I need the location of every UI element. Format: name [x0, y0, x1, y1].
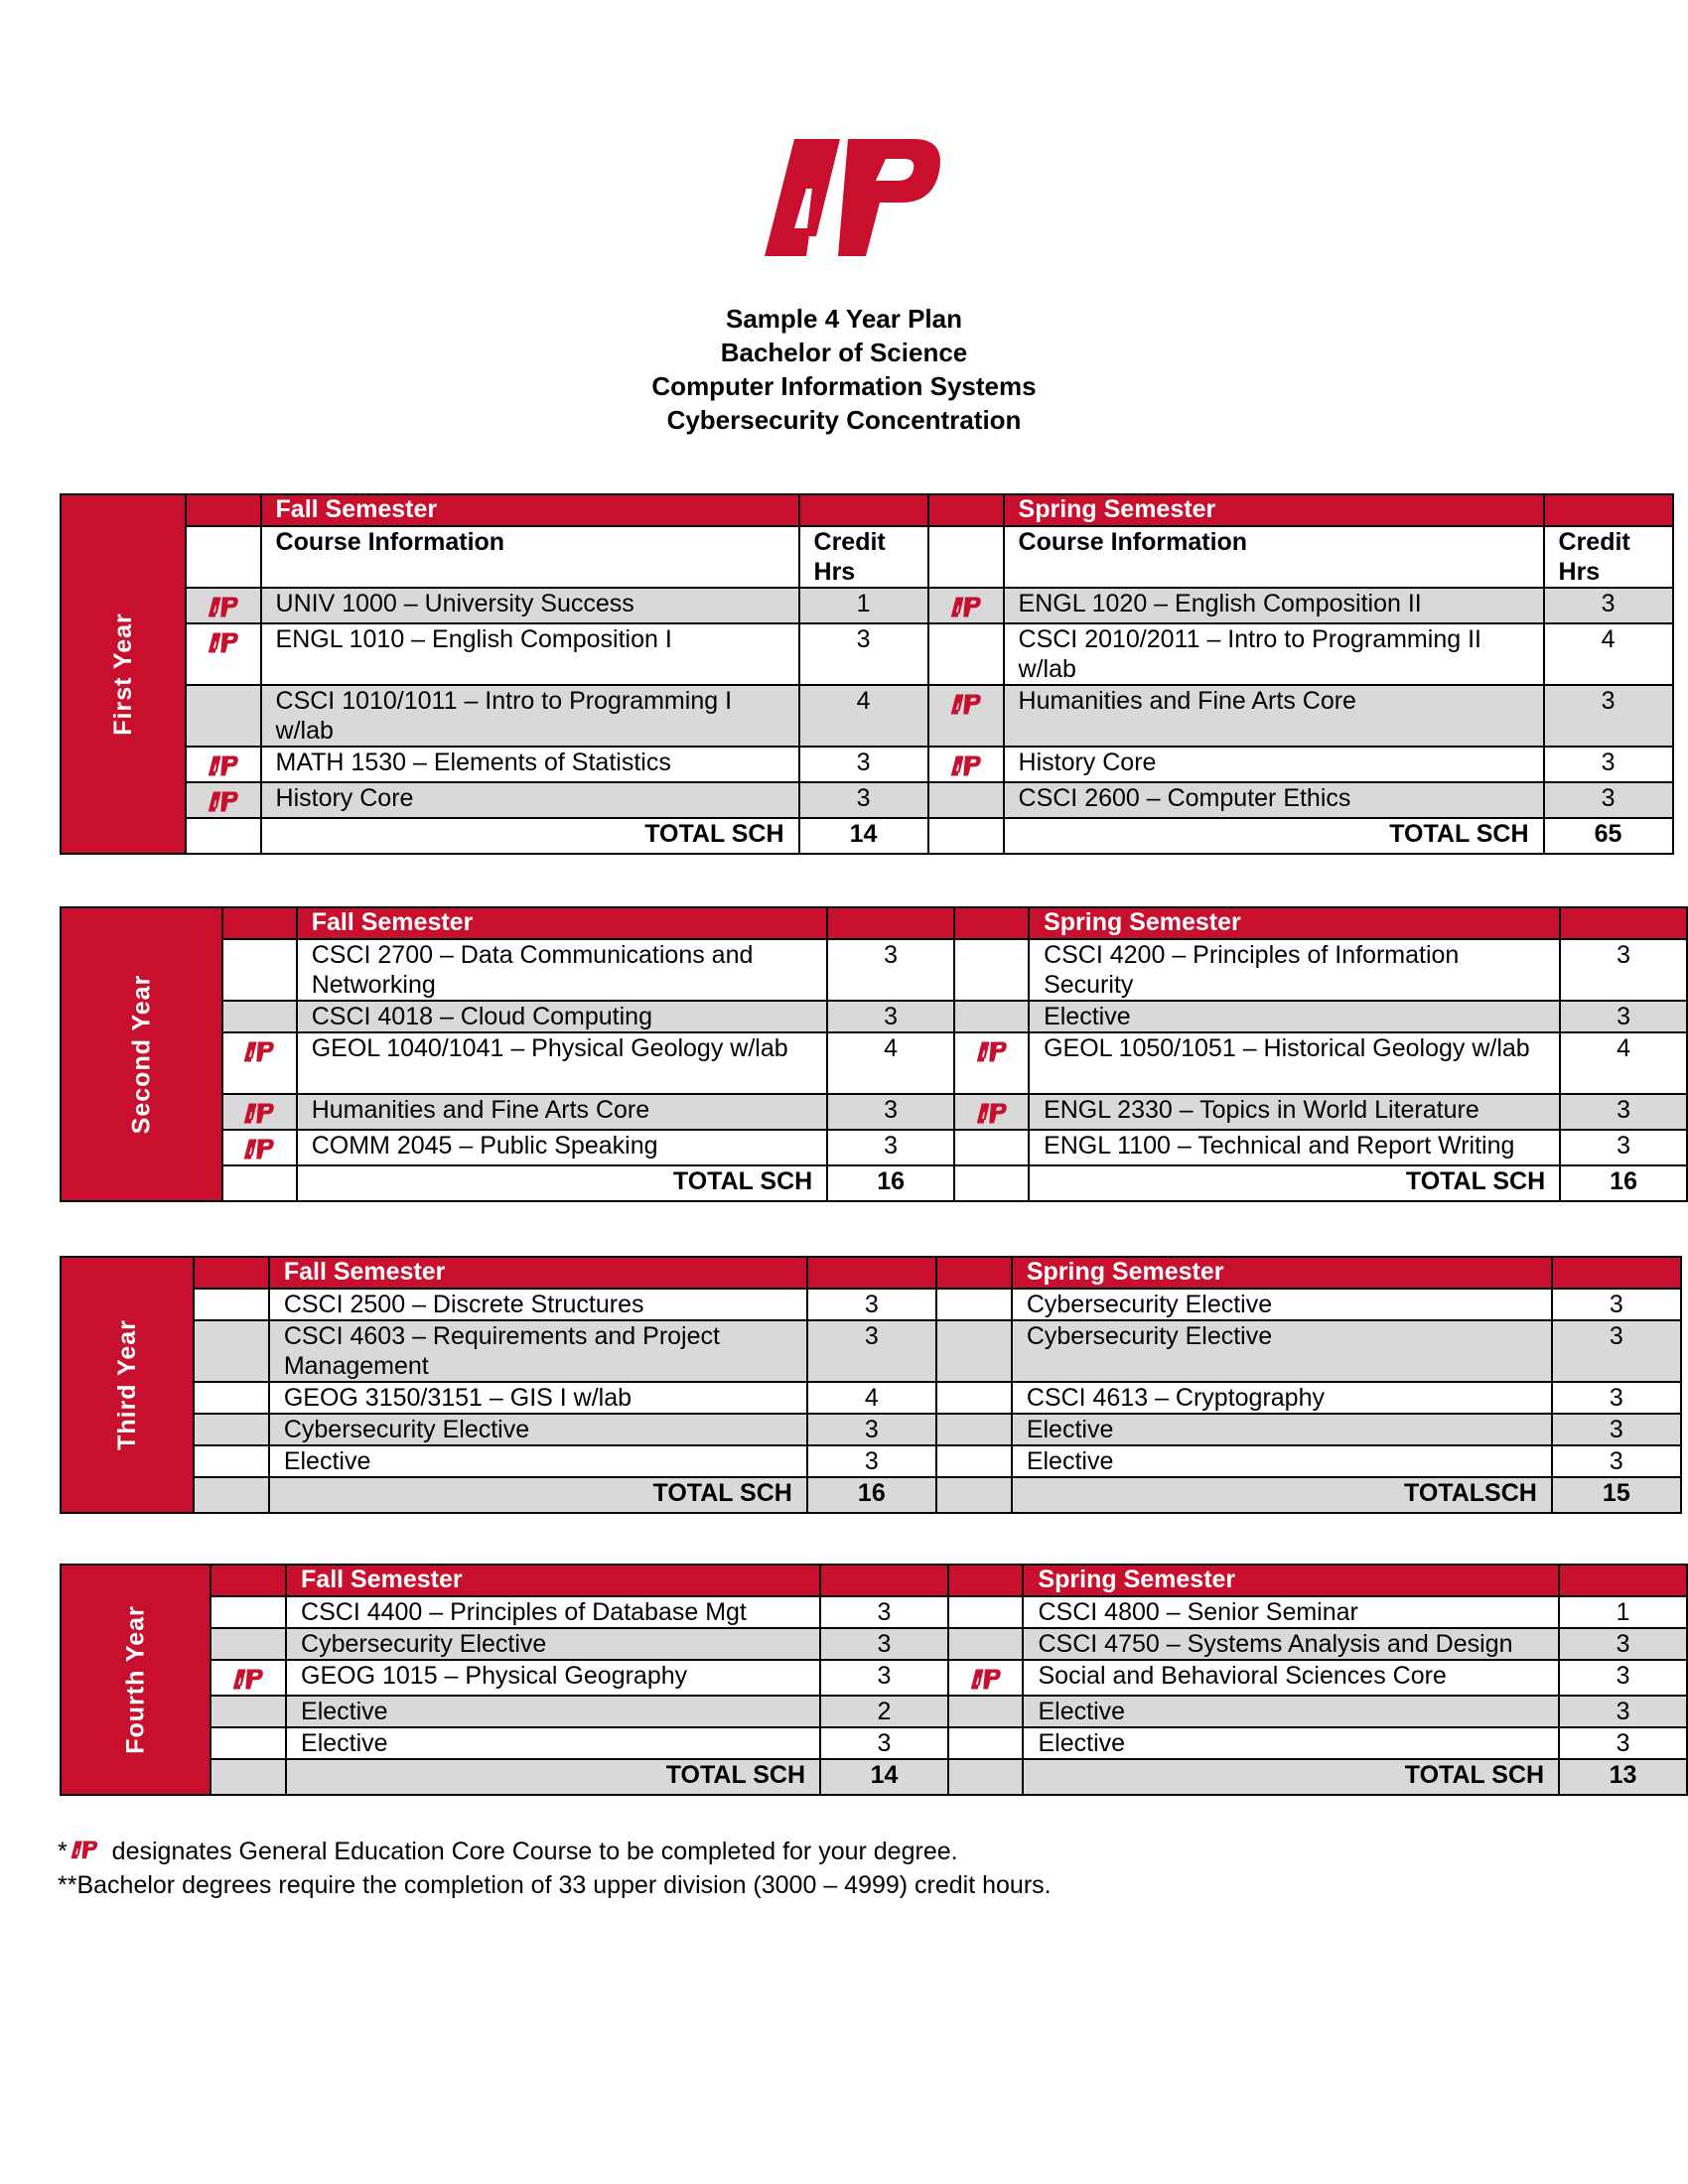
core-marker-cell: [954, 1001, 1029, 1032]
year-label-cell: [61, 1257, 194, 1513]
fall-semester-header: Fall Semester: [297, 907, 828, 939]
core-marker-cell: [186, 782, 261, 818]
fall-course: UNIV 1000 – University Success: [261, 588, 799, 623]
core-marker-cell: [186, 747, 261, 782]
course-row: [61, 782, 1673, 818]
ap-core-icon: [969, 1664, 1003, 1692]
spring-course: Elective: [1029, 1001, 1560, 1032]
fall-total-label: TOTAL SCH: [269, 1477, 807, 1513]
ap-core-icon: [949, 689, 983, 717]
footnotes: [58, 1835, 1052, 1902]
fall-course: ENGL 1010 – English Composition I: [261, 623, 799, 685]
fall-credits: 3: [827, 1130, 954, 1165]
year-label: Third Year: [112, 1319, 141, 1450]
spring-credits: 1: [1559, 1596, 1687, 1628]
core-marker-cell: [948, 1596, 1024, 1628]
core-marker-cell: [222, 1094, 297, 1130]
core-marker-cell: [954, 1130, 1029, 1165]
core-marker-cell: [936, 1414, 1012, 1445]
spring-credits: 3: [1552, 1320, 1681, 1382]
course-row: [61, 1596, 1687, 1628]
core-marker-cell: [954, 939, 1029, 1001]
fall-credits: 3: [827, 1094, 954, 1130]
core-marker-cell: [222, 1032, 297, 1094]
ap-core-icon: [242, 1098, 276, 1126]
spring-total-label: TOTALSCH: [1012, 1477, 1552, 1513]
fall-credits: 4: [827, 1032, 954, 1094]
core-marker-cell: [928, 747, 1004, 782]
core-marker-cell: [186, 623, 261, 685]
core-marker-cell: [211, 1628, 286, 1660]
year-label-cell: [61, 907, 222, 1201]
core-note-asterisk: *: [58, 1838, 68, 1865]
spring-course: CSCI 2600 – Computer Ethics: [1004, 782, 1544, 818]
fall-semester-header: Fall Semester: [286, 1565, 820, 1596]
spring-semester-header: Spring Semester: [1004, 494, 1544, 526]
core-marker-cell: [222, 939, 297, 1001]
fall-course: CSCI 2700 – Data Communications and Networking: [297, 939, 828, 1001]
credit-hrs-header: Credit Hrs: [799, 526, 928, 588]
core-marker-cell: [211, 1660, 286, 1696]
spring-course: Cybersecurity Elective: [1012, 1320, 1552, 1382]
core-marker-cell: [928, 588, 1004, 623]
course-row: [61, 1628, 1687, 1660]
spring-course: CSCI 2010/2011 – Intro to Programming II w/lab: [1004, 623, 1544, 685]
ap-core-icon: [207, 627, 240, 655]
spring-total: 65: [1544, 818, 1673, 854]
spring-course: CSCI 4800 – Senior Seminar: [1023, 1596, 1559, 1628]
year-table: [60, 493, 1674, 855]
fall-course: Cybersecurity Elective: [269, 1414, 807, 1445]
core-marker-cell: [928, 623, 1004, 685]
course-row: [61, 1289, 1681, 1320]
fall-course: GEOG 1015 – Physical Geography: [286, 1660, 820, 1696]
spring-course: Cybersecurity Elective: [1012, 1289, 1552, 1320]
spring-semester-header: Spring Semester: [1012, 1257, 1552, 1289]
course-row: [61, 1320, 1681, 1382]
spring-credits: 3: [1544, 588, 1673, 623]
spring-credits: 3: [1560, 1001, 1687, 1032]
total-row: [61, 818, 1673, 854]
spring-semester-header: Spring Semester: [1029, 907, 1560, 939]
fall-course: GEOL 1040/1041 – Physical Geology w/lab: [297, 1032, 828, 1094]
fall-course: CSCI 4018 – Cloud Computing: [297, 1001, 828, 1032]
spring-total: 16: [1560, 1165, 1687, 1201]
course-row: [61, 1660, 1687, 1696]
spring-course: GEOL 1050/1051 – Historical Geology w/lab: [1029, 1032, 1560, 1094]
course-row: [61, 623, 1673, 685]
course-row: [61, 1130, 1687, 1165]
fall-course: Elective: [286, 1696, 820, 1727]
spring-course: Elective: [1012, 1445, 1552, 1477]
fall-credits: 2: [820, 1696, 948, 1727]
title-line-2: Bachelor of Science: [720, 338, 968, 367]
fall-credits: 3: [799, 747, 928, 782]
year-label-cell: [61, 494, 186, 854]
fall-course: COMM 2045 – Public Speaking: [297, 1130, 828, 1165]
core-marker-cell: [194, 1320, 269, 1382]
fall-course: CSCI 2500 – Discrete Structures: [269, 1289, 807, 1320]
spring-course: Elective: [1023, 1696, 1559, 1727]
title-line-3: Computer Information Systems: [651, 371, 1037, 401]
year-label-cell: [61, 1565, 211, 1795]
fall-course: Cybersecurity Elective: [286, 1628, 820, 1660]
spring-course: Elective: [1012, 1414, 1552, 1445]
spring-credits: 3: [1544, 782, 1673, 818]
ap-core-icon: [207, 786, 240, 814]
title-line-1: Sample 4 Year Plan: [726, 304, 962, 334]
spring-credits: 3: [1559, 1660, 1687, 1696]
course-info-header: Course Information: [261, 526, 799, 588]
core-note: [58, 1835, 1052, 1868]
credit-hrs-header: Credit Hrs: [1544, 526, 1673, 588]
course-row: [61, 1727, 1687, 1759]
course-info-header: Course Information: [1004, 526, 1544, 588]
fall-total: 14: [820, 1759, 948, 1795]
ap-core-icon: [70, 1836, 99, 1861]
course-row: [61, 939, 1687, 1001]
spring-total: 15: [1552, 1477, 1681, 1513]
fall-credits: 3: [820, 1596, 948, 1628]
ap-logo: [755, 119, 953, 258]
ap-core-icon: [207, 592, 240, 619]
fall-total: 16: [807, 1477, 936, 1513]
core-marker-cell: [211, 1596, 286, 1628]
spring-semester-header: Spring Semester: [1023, 1565, 1559, 1596]
fall-course: MATH 1530 – Elements of Statistics: [261, 747, 799, 782]
fall-total-label: TOTAL SCH: [261, 818, 799, 854]
fall-course: CSCI 1010/1011 – Intro to Programming I w/lab: [261, 685, 799, 747]
course-row: [61, 588, 1673, 623]
year-table: [60, 906, 1688, 1202]
course-row: [61, 1001, 1687, 1032]
core-marker-cell: [936, 1382, 1012, 1414]
fall-course: Elective: [286, 1727, 820, 1759]
core-marker-cell: [222, 1001, 297, 1032]
spring-total: 13: [1559, 1759, 1687, 1795]
core-marker-cell: [186, 588, 261, 623]
spring-credits: 3: [1552, 1382, 1681, 1414]
core-marker-cell: [194, 1289, 269, 1320]
fall-semester-header: Fall Semester: [261, 494, 799, 526]
core-note-text: designates General Education Core Course to be completed for your degree.: [104, 1838, 958, 1865]
course-row: [61, 1032, 1687, 1094]
spring-course: Humanities and Fine Arts Core: [1004, 685, 1544, 747]
core-marker-cell: [194, 1445, 269, 1477]
fall-credits: 4: [799, 685, 928, 747]
year-label: Fourth Year: [121, 1605, 150, 1754]
spring-credits: 3: [1544, 747, 1673, 782]
fall-course: Elective: [269, 1445, 807, 1477]
core-marker-cell: [936, 1320, 1012, 1382]
fall-credits: 3: [807, 1320, 936, 1382]
fall-credits: 3: [820, 1660, 948, 1696]
core-marker-cell: [211, 1727, 286, 1759]
fall-course: Humanities and Fine Arts Core: [297, 1094, 828, 1130]
fall-total-label: TOTAL SCH: [297, 1165, 828, 1201]
spring-total-label: TOTAL SCH: [1023, 1759, 1559, 1795]
spring-course: CSCI 4200 – Principles of Information Security: [1029, 939, 1560, 1001]
fall-course: GEOG 3150/3151 – GIS I w/lab: [269, 1382, 807, 1414]
fall-total: 16: [827, 1165, 954, 1201]
core-marker-cell: [936, 1445, 1012, 1477]
year-table: [60, 1256, 1682, 1514]
year-table: [60, 1564, 1688, 1796]
spring-total-label: TOTAL SCH: [1029, 1165, 1560, 1201]
course-row: [61, 685, 1673, 747]
fall-credits: 3: [807, 1414, 936, 1445]
ap-core-icon: [242, 1036, 276, 1064]
year-label: Second Year: [127, 974, 156, 1135]
core-marker-cell: [948, 1727, 1024, 1759]
fall-credits: 3: [820, 1628, 948, 1660]
ap-core-icon: [242, 1134, 276, 1161]
year-label: First Year: [108, 613, 137, 736]
course-row: [61, 1414, 1681, 1445]
spring-course: ENGL 1100 – Technical and Report Writing: [1029, 1130, 1560, 1165]
core-marker-cell: [936, 1289, 1012, 1320]
fall-credits: 3: [807, 1445, 936, 1477]
spring-credits: 3: [1552, 1445, 1681, 1477]
core-marker-cell: [186, 685, 261, 747]
core-marker-cell: [222, 1130, 297, 1165]
spring-credits: 4: [1544, 623, 1673, 685]
core-marker-cell: [954, 1032, 1029, 1094]
total-row: [61, 1477, 1681, 1513]
ap-core-icon: [207, 751, 240, 778]
ap-core-icon: [975, 1098, 1009, 1126]
core-marker-cell: [194, 1414, 269, 1445]
spring-credits: 3: [1560, 939, 1687, 1001]
spring-credits: 3: [1559, 1696, 1687, 1727]
spring-course: CSCI 4613 – Cryptography: [1012, 1382, 1552, 1414]
plan-titles: [0, 302, 1688, 437]
ap-core-icon: [231, 1664, 265, 1692]
upper-division-note: **Bachelor degrees require the completion of 33 upper division (3000 – 4999) credit hours.: [58, 1871, 1052, 1899]
core-marker-cell: [954, 1094, 1029, 1130]
total-row: [61, 1165, 1687, 1201]
core-marker-cell: [194, 1382, 269, 1414]
spring-course: ENGL 2330 – Topics in World Literature: [1029, 1094, 1560, 1130]
course-row: [61, 1382, 1681, 1414]
fall-course: History Core: [261, 782, 799, 818]
fall-total: 14: [799, 818, 928, 854]
spring-course: History Core: [1004, 747, 1544, 782]
core-marker-cell: [948, 1660, 1024, 1696]
spring-credits: 3: [1560, 1130, 1687, 1165]
fall-credits: 3: [799, 782, 928, 818]
core-marker-cell: [948, 1696, 1024, 1727]
spring-credits: 3: [1552, 1414, 1681, 1445]
fall-credits: 3: [820, 1727, 948, 1759]
ap-core-icon: [975, 1036, 1009, 1064]
fall-credits: 3: [827, 1001, 954, 1032]
ap-core-icon: [949, 592, 983, 619]
spring-course: ENGL 1020 – English Composition II: [1004, 588, 1544, 623]
fall-course: CSCI 4400 – Principles of Database Mgt: [286, 1596, 820, 1628]
fall-credits: 3: [827, 939, 954, 1001]
title-line-4: Cybersecurity Concentration: [666, 405, 1022, 435]
spring-credits: 3: [1552, 1289, 1681, 1320]
core-marker-cell: [928, 782, 1004, 818]
spring-course: CSCI 4750 – Systems Analysis and Design: [1023, 1628, 1559, 1660]
fall-semester-header: Fall Semester: [269, 1257, 807, 1289]
course-row: [61, 1696, 1687, 1727]
spring-credits: 3: [1559, 1628, 1687, 1660]
spring-credits: 3: [1560, 1094, 1687, 1130]
total-row: [61, 1759, 1687, 1795]
spring-course: Social and Behavioral Sciences Core: [1023, 1660, 1559, 1696]
spring-total-label: TOTAL SCH: [1004, 818, 1544, 854]
fall-credits: 1: [799, 588, 928, 623]
fall-credits: 3: [799, 623, 928, 685]
spring-credits: 3: [1559, 1727, 1687, 1759]
course-row: [61, 1445, 1681, 1477]
spring-course: Elective: [1023, 1727, 1559, 1759]
fall-credits: 3: [807, 1289, 936, 1320]
core-marker-cell: [211, 1696, 286, 1727]
core-marker-cell: [928, 685, 1004, 747]
fall-total-label: TOTAL SCH: [286, 1759, 820, 1795]
spring-credits: 3: [1544, 685, 1673, 747]
course-row: [61, 747, 1673, 782]
fall-credits: 4: [807, 1382, 936, 1414]
spring-credits: 4: [1560, 1032, 1687, 1094]
core-marker-cell: [948, 1628, 1024, 1660]
ap-core-icon: [949, 751, 983, 778]
fall-course: CSCI 4603 – Requirements and Project Management: [269, 1320, 807, 1382]
course-row: [61, 1094, 1687, 1130]
